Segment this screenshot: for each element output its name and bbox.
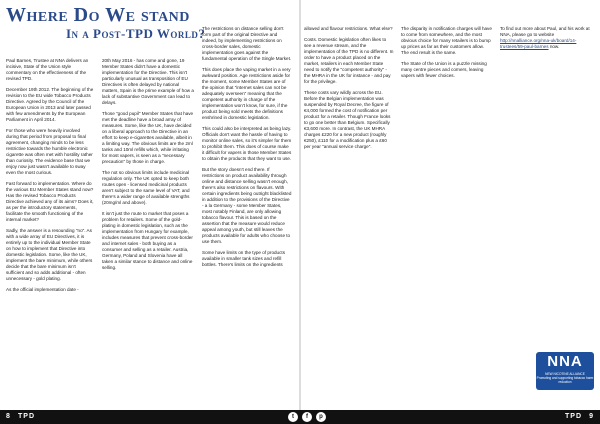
paragraph: These costs vary wildly across the EU. Before the Belgian implementation was suspended by Royal Decree, the figure of €4,000 formed the cost of notification per product for a retailer. Though France looks to go one better than Belgium. Specifically €3,600 more. In contrast, the UK MHRA charges £220 for a new product (roughly €250), £110 for a modification plus a £60 per year "annual service charge".	[304, 90, 391, 149]
page-number-right: 9	[589, 413, 594, 420]
paragraph: The restrictions on distance selling don't form part of the original Directive and indeed, by implementing restrictions on cross-border sales, domestic implementation goes against the fundamental operation of the Single Market.	[202, 26, 292, 61]
column-1	[6, 58, 94, 298]
paragraph: This could also be interpreted as being lazy. Officials don't want the hassle of having to monitor online sales, so it's simpler for them to prohibit them. This does of course make it difficult for vapers in those Member States to obtain the products that they want to use.	[202, 126, 292, 161]
paragraph: For those who were heavily involved during that period from proposal to final agreement, changing minds to be less restrictive towards the humble electronic cigarette was often met with hostility rather than curiosity. The evidence base that we enjoy now just wasn't available to sway even the most curious.	[6, 128, 93, 175]
nna-logo	[536, 352, 594, 390]
paragraph: The not so obvious limits include medicinal regulation only. The UK opted to keep both routes open - licensed medicinal products aren't subject to the same level of VAT, and there's a wider range of available strengths (20mg/ml and above).	[102, 170, 190, 205]
paragraph: allowed and flavour restrictions. What else?	[304, 26, 393, 31]
paragraph: Costs. Domestic legislation often likes to see a revenue stream, and the implementation of the TPD is no different. In order to have a product placed on the market, retailers in each Member State need to notify the "competent authority" - the MHRA in the UK for instance - and pay for the privilege.	[304, 37, 394, 84]
facebook-icon[interactable]: f	[302, 412, 312, 422]
title-line-1: Where Do We stand	[6, 4, 190, 26]
twitter-icon[interactable]: t	[288, 412, 298, 422]
paragraph: Paul Barnes, Trustee at NNA delivers an incisive, State of the Union style commentary on the effectiveness of the revised TPD.	[6, 58, 89, 81]
paragraph: Sadly, the answer is a resounding "no". As with a wide array of EU Directives, it is entirely up to the individual Member State on how to implement that Directive into domestic legislation. Some, like the UK, implement the bare minimum, while others decide that the bare minimum isn't sufficient and so adds additional - often unnecessary - gold plating.	[6, 228, 93, 281]
page-gutter	[299, 0, 301, 424]
column-4	[304, 26, 394, 155]
footer-left	[0, 410, 300, 424]
paragraph: The disparity in notification charges will have to come from somewhere, and the most obvious choice for many retailers is to bump up prices as far as their customers allow. The end result is the same.	[401, 26, 492, 55]
paragraph: As the official implementation date -	[6, 287, 79, 292]
paragraph: December 19th 2012. The beginning of the revision to the EU wide Tobacco Products Directive. Agreed by the Council of the European Union in 2013 and later passed with few amendments by the European Parliament in April 2014.	[6, 87, 94, 122]
column-6	[500, 26, 593, 55]
paragraph: Fast forward to implementation. Where do the various EU Member States stand now? Has the revised Tobacco Products Directive achieved any of its aims? Does it, as per the introductory statements, facilitate the smooth functioning of the internal market?	[6, 181, 94, 222]
paragraph: It isn't just the route to market that poses a problem for retailers. Some of the gold-plating in domestic legislation, such as the implementation from Hungary for example, includes measures that prevent cross-border and internet sales - both buying as a consumer and selling as a retailer. Austria, Germany, Poland and Slovenia have all taken a similar stance to distance and online selling.	[102, 211, 193, 270]
paragraph: But the story doesn't end there. If restrictions on product availability through online and distance selling wasn't enough, there's also restrictions on flavours. With certain ingredients being outright blacklisted in addition to the provisions of the Directive - a la Germany - some Member States, most notably Finland, are only allowing tobacco flavour. This is based on the assertion that the measure would reduce appeal among youth, but still leaves the products available for adults who choose to use them.	[202, 167, 292, 244]
paragraph: The State of the Union is a puzzle missing many centre pieces and corners, leaving vapers with fewer choices.	[401, 61, 487, 78]
paragraph: Those "good pupil" Member States that have met the deadline have a broad array of measures. Some, like the UK, have decided on a liberal approach to the Directive in an effort to keep e-cigarettes available, albeit in a limiting way. The obvious limits are the 2ml tanks and 10ml refills which, while irritating for most vapers, is seen as a "necessary precaution" by those in charge.	[102, 111, 194, 164]
cta-paragraph	[500, 26, 593, 50]
author-link[interactable]: http://nnalliance.org/nna-uk/board/14-trustees/59-paul-barnes	[500, 38, 577, 49]
cta-text: To find out more about Paul, and his work at NNA, please go to website	[500, 26, 590, 37]
paragraph: This does place the vaping market in a very awkward position. Age restrictions aside for the moment, some Member States are of the opinion that "internet sales can not be adequately overseen" meaning that the competent authority in charge of the implementation won't know, for sure, if the product being sold meets the definitions enshrined in domestic legislation.	[202, 67, 291, 120]
logo-text: NNA	[547, 353, 583, 370]
column-2	[102, 58, 194, 276]
logo-tagline: Promoting and supporting tobacco harm reduction	[536, 376, 594, 384]
cta-end: now.	[549, 44, 560, 49]
logo-subtitle: NEW NICOTINE ALLIANCE	[545, 372, 585, 376]
paragraph: 20th May 2016 - has come and gone, 19 Member States didn't have a domestic implementation for the Directive. This isn't particularly unusual as transposition of EU Directives is often delayed by national matters, Spain is the prime example of how a lack of substantive Government can lead to delays.	[102, 58, 194, 105]
paragraph: Some have limits on the type of products available in smaller tank sizes and refill bottles. There's limits on the ingredients	[202, 250, 285, 267]
footer-mag-right: TPD	[565, 413, 582, 420]
column-3	[202, 26, 292, 273]
column-5	[401, 26, 493, 84]
page-number-left: 8	[6, 413, 11, 420]
footer-mag-left: TPD	[18, 413, 35, 420]
footer-right	[292, 410, 600, 424]
title-line-2: In a Post-TPD World?	[66, 26, 206, 41]
pinterest-icon[interactable]: p	[316, 412, 326, 422]
